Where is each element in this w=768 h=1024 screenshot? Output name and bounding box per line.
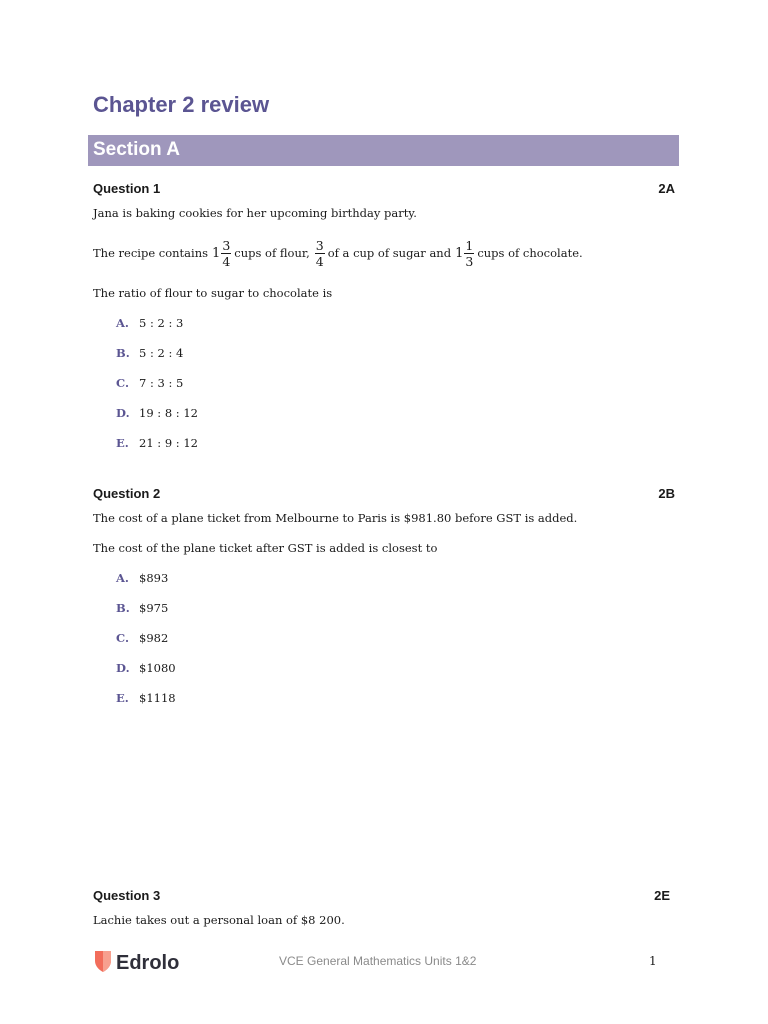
option-letter: B. (116, 601, 130, 615)
question-1-header (93, 181, 675, 196)
option-text: 21 : 9 : 12 (139, 436, 198, 450)
question-1-option-c[interactable] (116, 376, 183, 390)
sugar-fraction-wrap (314, 238, 325, 269)
chocolate-fraction (464, 238, 474, 269)
option-text: 5 : 2 : 4 (139, 346, 184, 360)
option-text: $1118 (139, 691, 176, 705)
option-text: $975 (139, 601, 169, 615)
question-1-intro: Jana is baking cookies for her upcoming birthday party. (93, 206, 417, 220)
option-letter: A. (116, 571, 129, 585)
recipe-after-flour: cups of flour, (234, 246, 310, 260)
chapter-title: Chapter 2 review (93, 92, 270, 117)
course-name: VCE General Mathematics Units 1&2 (279, 954, 477, 968)
question-1-option-a[interactable] (116, 316, 183, 330)
flour-denominator: 4 (222, 253, 231, 269)
question-2-tag: 2B (658, 486, 675, 501)
recipe-after-sugar: of a cup of sugar and (327, 246, 452, 260)
shield-icon (94, 950, 112, 977)
option-letter: C. (116, 631, 129, 645)
option-text: 5 : 2 : 3 (139, 316, 184, 330)
brand-name: Edrolo (116, 952, 180, 974)
sugar-denominator: 4 (315, 253, 324, 269)
question-3-header (93, 888, 670, 903)
question-2-header (93, 486, 675, 501)
question-1-recipe-line (93, 235, 583, 271)
question-3-tag: 2E (654, 888, 670, 903)
question-2-option-d[interactable] (116, 661, 176, 675)
option-text: $893 (139, 571, 169, 585)
flour-mixed-number (212, 238, 231, 269)
recipe-after-chocolate: cups of chocolate. (477, 246, 583, 260)
question-2-stem: The cost of the plane ticket after GST is added is closest to (93, 541, 438, 555)
question-2-option-e[interactable] (116, 691, 176, 705)
option-letter: C. (116, 376, 129, 390)
option-letter: D. (116, 661, 130, 675)
option-letter: B. (116, 346, 130, 360)
section-header (88, 135, 679, 166)
option-letter: A. (116, 316, 129, 330)
page-number: 1 (649, 954, 657, 968)
question-2-option-a[interactable] (116, 571, 168, 585)
recipe-prefix: The recipe contains (93, 246, 209, 260)
question-2-option-b[interactable] (116, 601, 168, 615)
question-1-stem: The ratio of flour to sugar to chocolate is (93, 286, 333, 300)
option-text: $1080 (139, 661, 176, 675)
option-text: 19 : 8 : 12 (139, 406, 198, 420)
sugar-numerator: 3 (315, 237, 324, 253)
question-1-option-b[interactable] (116, 346, 183, 360)
question-1-option-d[interactable] (116, 406, 198, 420)
chocolate-numerator: 1 (465, 237, 474, 253)
question-1-label: Question 1 (93, 181, 161, 196)
chocolate-denominator: 3 (465, 253, 474, 269)
question-2-label: Question 2 (93, 486, 161, 501)
flour-numerator: 3 (222, 237, 231, 253)
flour-whole: 1 (212, 245, 221, 261)
chocolate-mixed-number (455, 238, 474, 269)
option-letter: E. (116, 436, 129, 450)
chocolate-whole: 1 (455, 245, 464, 261)
option-letter: E. (116, 691, 129, 705)
option-text: $982 (139, 631, 169, 645)
section-title: Section A (93, 139, 180, 160)
question-3-intro: Lachie takes out a personal loan of $8 200. (93, 913, 345, 927)
question-2-intro: The cost of a plane ticket from Melbourne to Paris is $981.80 before GST is added. (93, 511, 578, 525)
question-3-label: Question 3 (93, 888, 161, 903)
sugar-fraction (315, 238, 325, 269)
question-1-option-e[interactable] (116, 436, 198, 450)
option-letter: D. (116, 406, 130, 420)
question-1-tag: 2A (658, 181, 675, 196)
edrolo-logo (94, 950, 179, 977)
option-text: 7 : 3 : 5 (139, 376, 184, 390)
flour-fraction (221, 238, 231, 269)
question-2-option-c[interactable] (116, 631, 168, 645)
